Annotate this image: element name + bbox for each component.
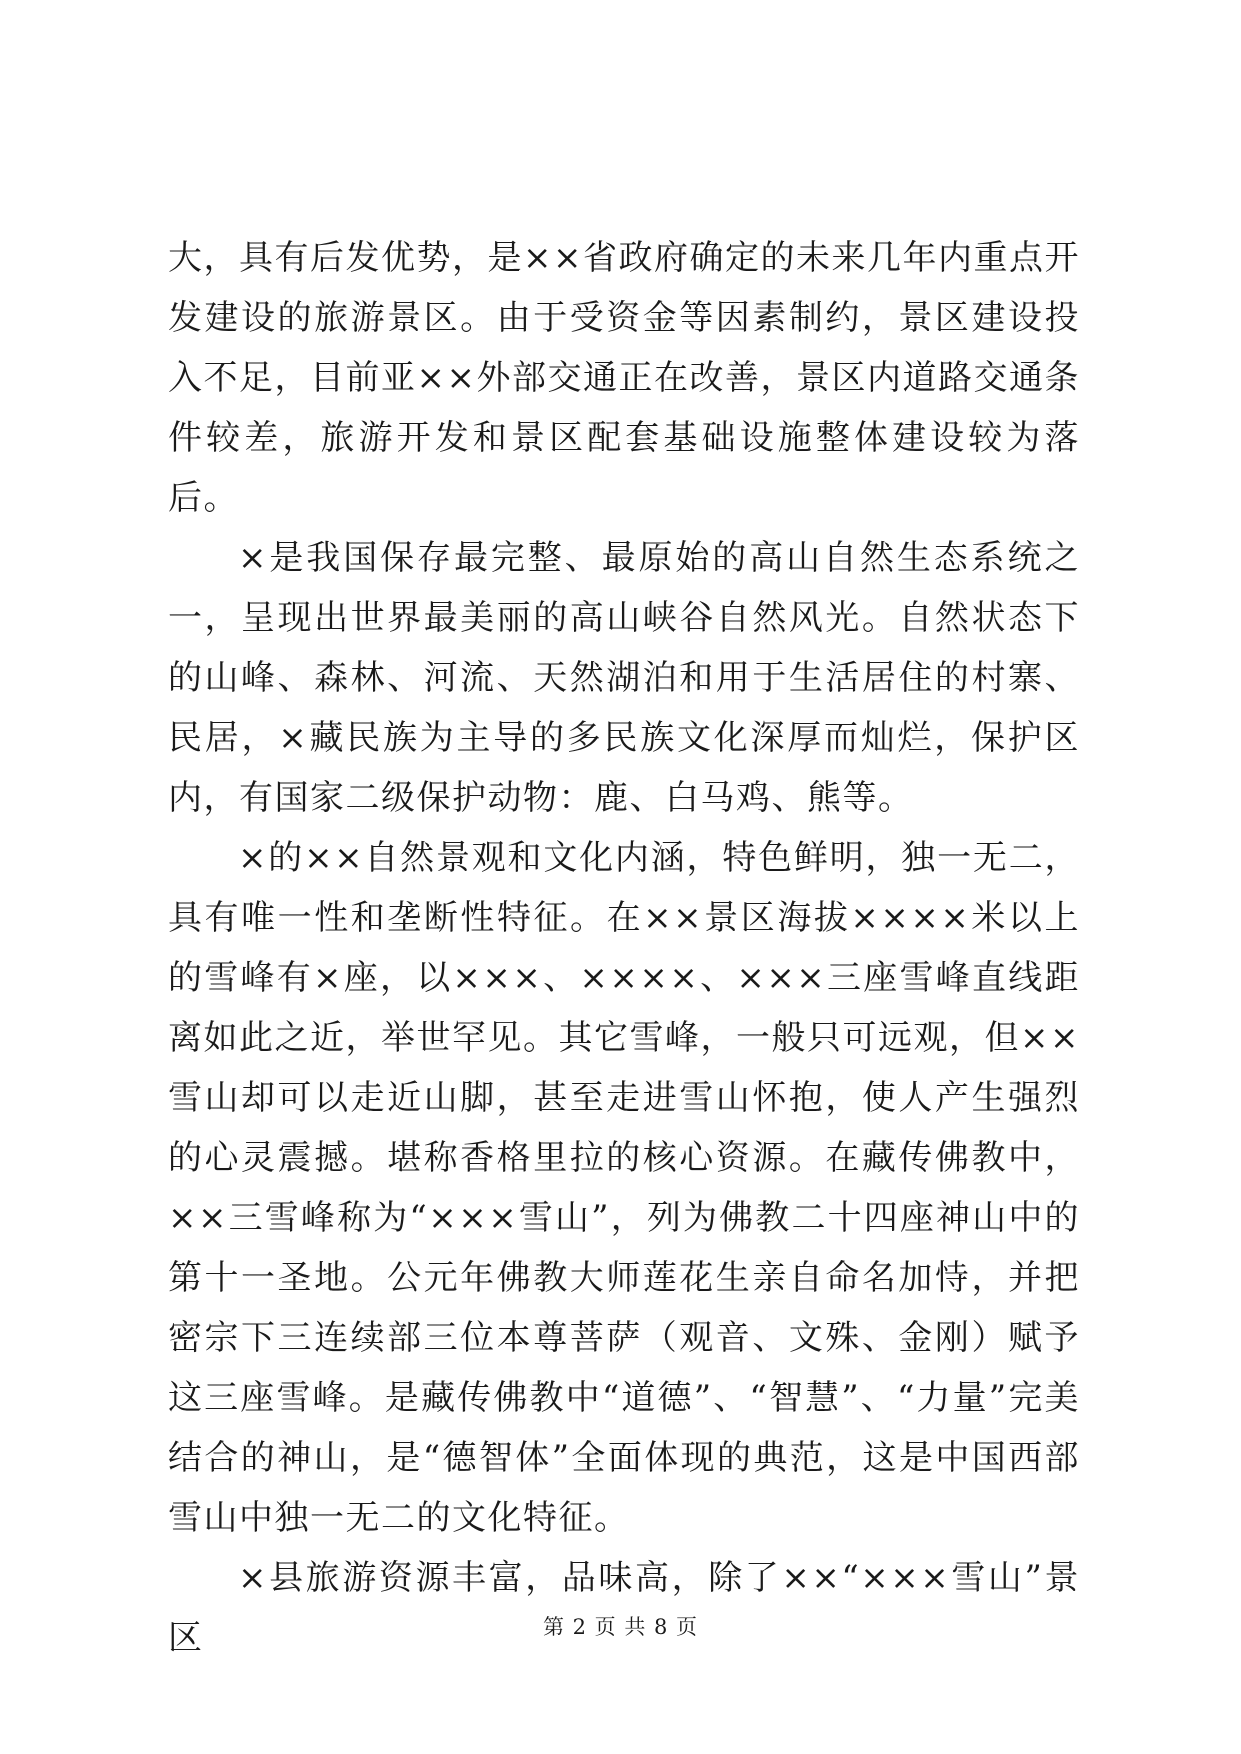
page-number-label: 第 2 页 共 8 页	[542, 1615, 699, 1639]
paragraph-3: ×的××自然景观和文化内涵，特色鲜明，独一无二，具有唯一性和垄断性特征。在××景区海拔××××米以上的雪峰有×座，以×××、××××、×××三座雪峰直线距离如此之近，举世罕见。其它雪峰，一般只可远观，但××雪山却可以走近山脚，甚至走进雪山怀抱，使人产生强烈的心灵震撼。堪称香格里拉的核心资源。在藏传佛教中，××三雪峰称为“×××雪山”，列为佛教二十四座神山中的第十一圣地。公元年佛教大师莲花生亲自命名加恃，并把密宗下三连续部三位本尊菩萨（观音、文殊、金刚）赋予这三座雪峰。是藏传佛教中“道德”、“智慧”、“力量”完美结合的神山，是“德智体”全面体现的典范，这是中国西部雪山中独一无二的文化特征。	[168, 838, 1080, 1538]
body-text	[168, 228, 1080, 1668]
page-footer	[0, 1612, 1241, 1642]
paragraph-1: 大，具有后发优势，是××省政府确定的未来几年内重点开发建设的旅游景区。由于受资金等因素制约，景区建设投入不足，目前亚××外部交通正在改善，景区内道路交通条件较差，旅游开发和景区配套基础设施整体建设较为落后。	[168, 238, 1080, 518]
paragraph-2: ×是我国保存最完整、最原始的高山自然生态系统之一，呈现出世界最美丽的高山峡谷自然风光。自然状态下的山峰、森林、河流、天然湖泊和用于生活居住的村寨、民居，×藏民族为主导的多民族文化深厚而灿烂，保护区内，有国家二级保护动物：鹿、白马鸡、熊等。	[168, 538, 1080, 818]
paragraph-4: ×县旅游资源丰富，品味高，除了××“×××雪山”景区	[168, 1558, 1080, 1658]
